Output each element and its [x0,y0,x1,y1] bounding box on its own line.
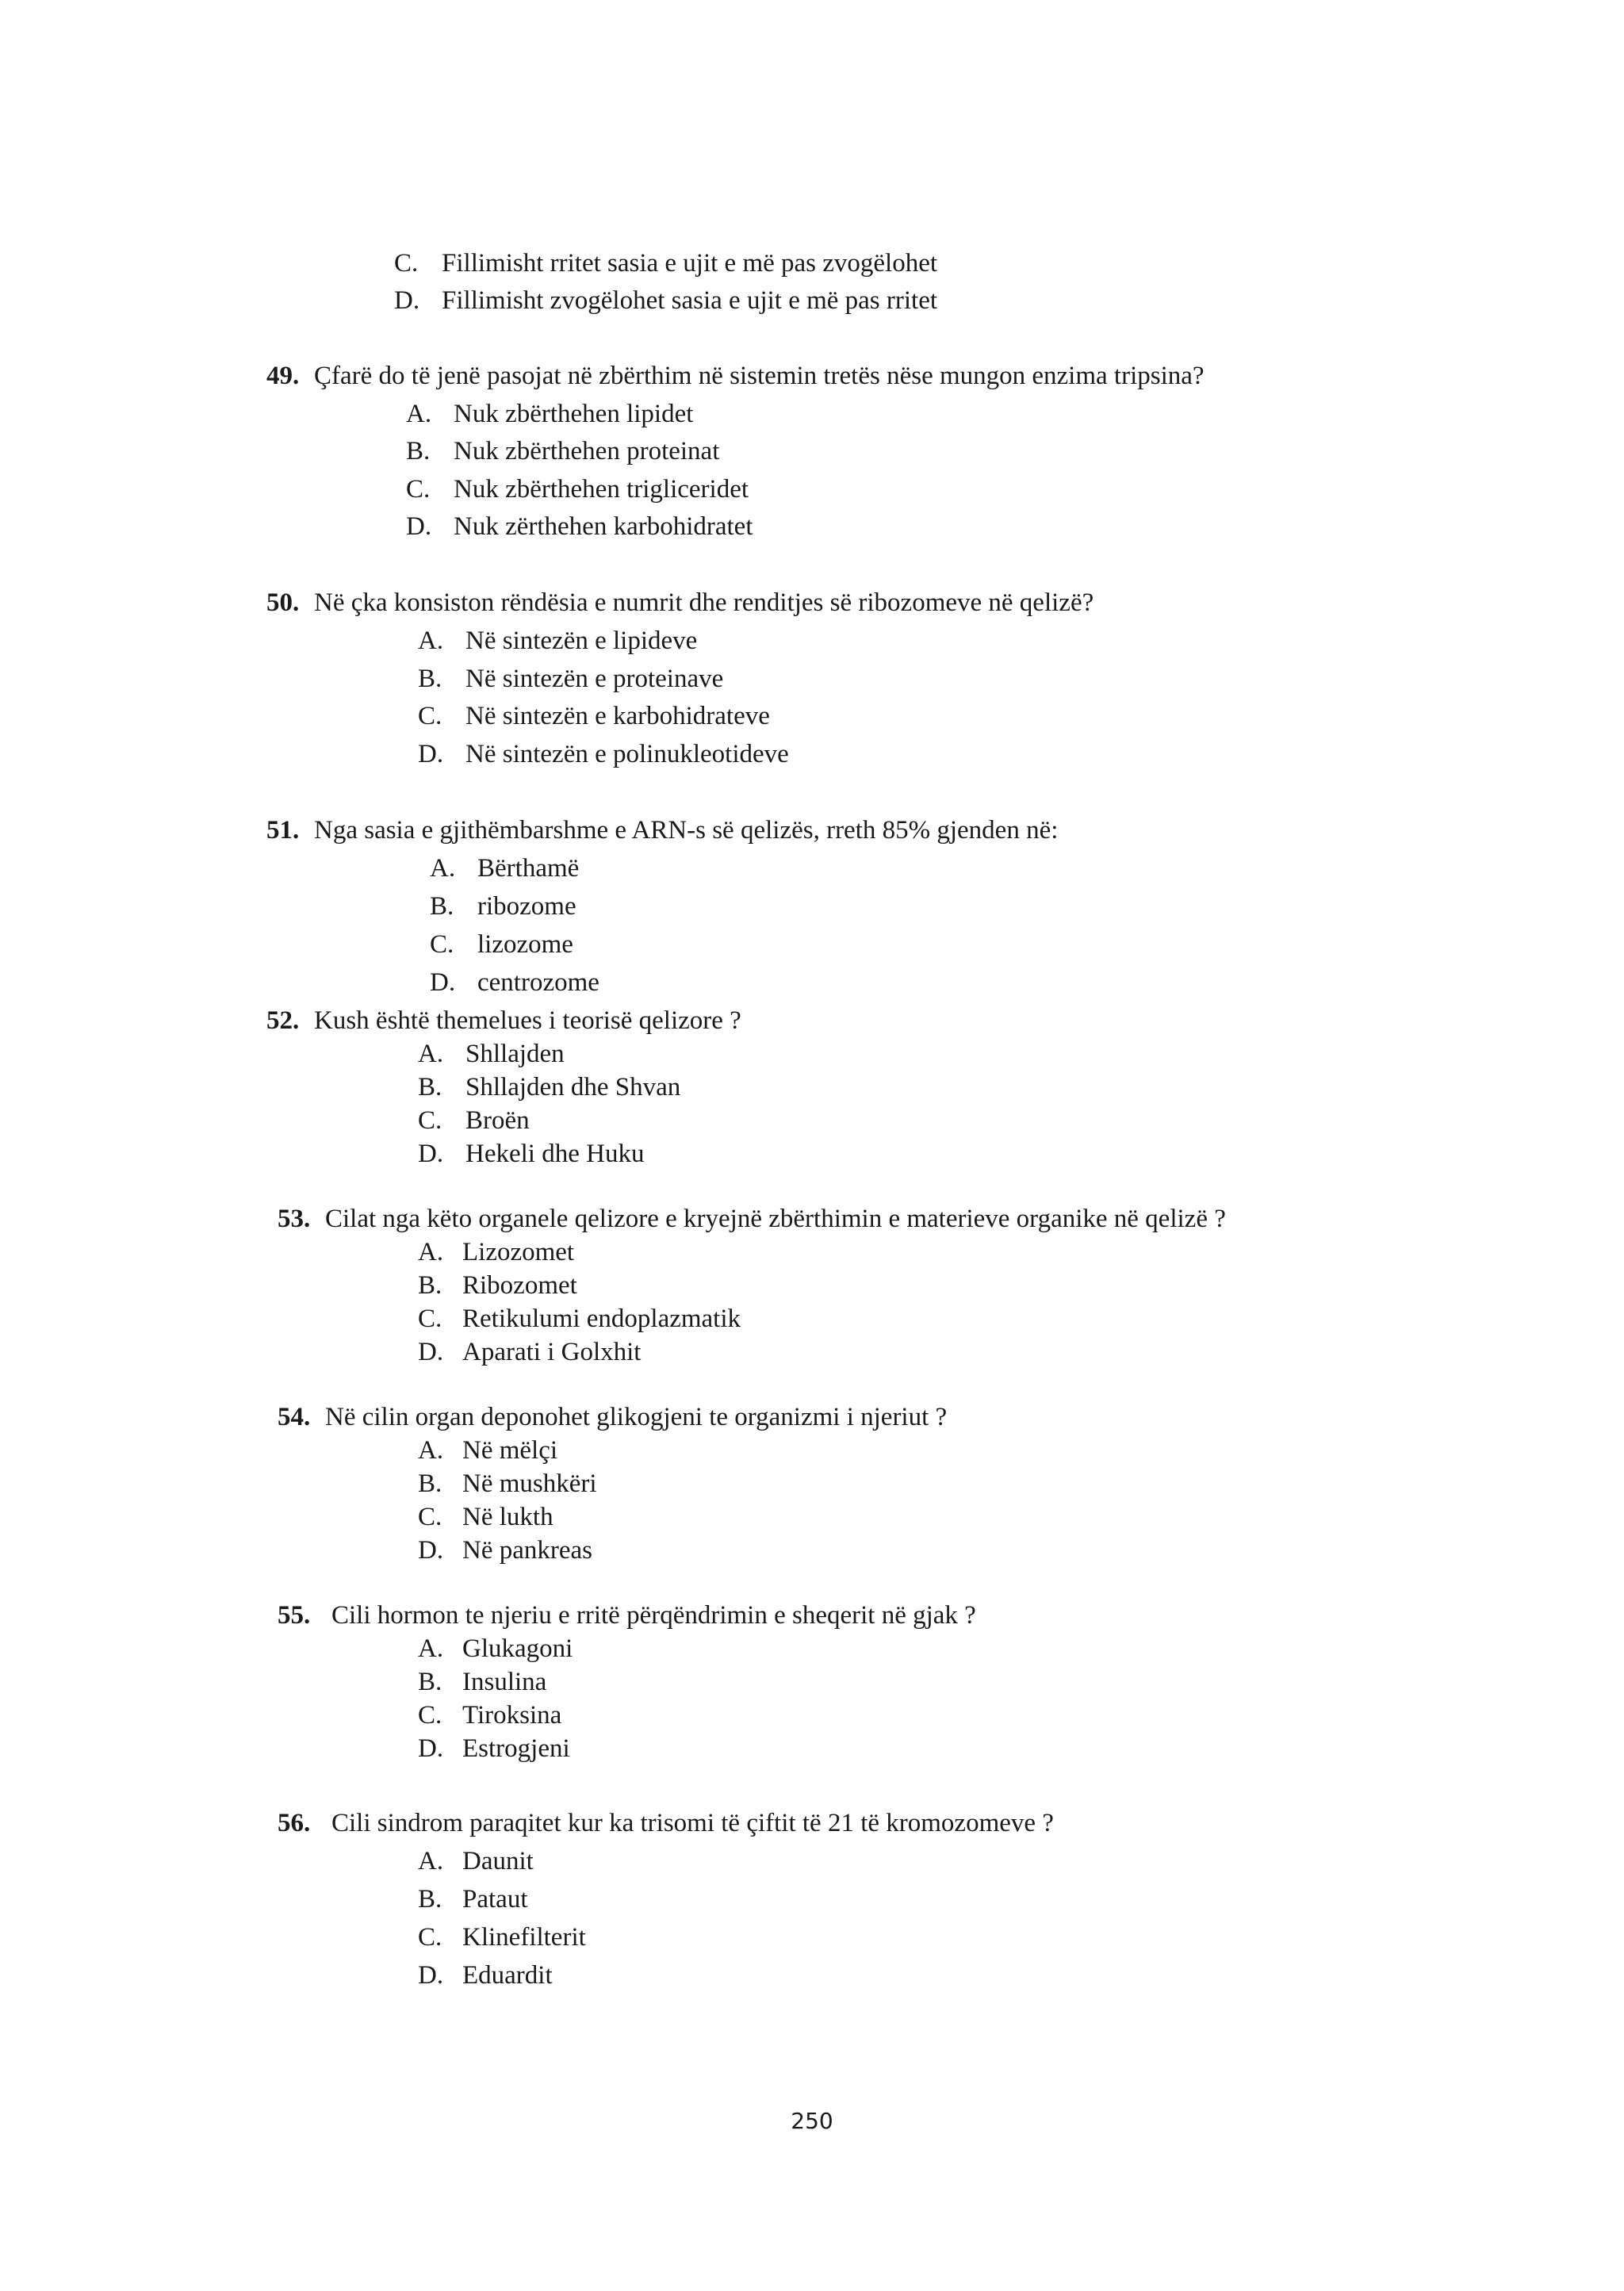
option-b [418,1883,528,1915]
option-letter: B. [418,1073,442,1101]
option-text: Broën [465,1106,530,1135]
option-d [418,1138,645,1170]
option-d [394,285,938,316]
option-c [418,700,770,732]
option-letter: D. [418,1338,444,1366]
option-text: Hekeli dhe Huku [465,1140,645,1168]
option-text: Fillimisht zvogëlohet sasia e ujit e më pas rritet [442,286,938,315]
option-a [418,1845,534,1877]
option-letter: A. [418,1634,444,1663]
option-c [418,1501,553,1533]
option-b [430,891,576,922]
question-number: 54. [278,1403,311,1431]
option-b [418,663,724,695]
question-text: Kush është themelues i teorisë qelizore ? [314,1006,741,1035]
option-letter: B. [406,437,431,465]
option-letter: B. [430,892,454,921]
option-text: centrozome [477,968,599,997]
option-text: Në sintezën e proteinave [465,665,724,693]
option-a [418,625,698,657]
option-d [418,738,789,770]
option-b [418,1270,577,1301]
option-letter: D. [418,740,444,768]
option-text: lizozome [477,930,573,959]
option-a [406,398,694,430]
option-text: Në sintezën e polinukleotideve [465,740,789,768]
option-c [418,1921,586,1953]
option-letter: D. [418,1961,444,1990]
page-number: 250 [791,2108,833,2134]
option-d [418,1733,570,1764]
option-letter: C. [418,1923,442,1952]
option-text: Nuk zërthehen karbohidratet [454,512,753,541]
option-letter: A. [406,400,432,428]
option-letter: D. [430,968,456,997]
option-c [418,1105,530,1136]
question-number: 49. [266,362,300,390]
question-text: Cili hormon te njeriu e rritë përqëndrimin e sheqerit në gjak ? [331,1601,976,1630]
option-letter: C. [418,1106,442,1135]
option-letter: A. [418,1040,444,1068]
option-c [394,247,938,279]
option-text: Në sintezën e lipideve [465,626,698,655]
option-text: Shllajden dhe Shvan [465,1073,681,1101]
option-b [418,1468,597,1500]
option-a [430,852,580,884]
option-letter: B. [418,1668,442,1696]
option-text: Glukagoni [462,1634,573,1663]
option-text: Fillimisht rritet sasia e ujit e më pas zvogëlohet [442,249,938,278]
option-d [406,511,753,542]
option-d [418,1960,553,1991]
option-letter: B. [418,1271,442,1300]
question-text: Cili sindrom paraqitet kur ka trisomi të çiftit të 21 të kromozomeve ? [331,1809,1054,1837]
option-a [418,1633,573,1665]
option-a [418,1038,565,1070]
option-letter: C. [406,475,431,504]
option-letter: B. [418,1885,442,1914]
option-text: Tiroksina [462,1701,562,1730]
option-letter: B. [418,665,442,693]
option-d [418,1534,593,1566]
option-letter: A. [418,626,444,655]
question-text: Në çka konsiston rëndësia e numrit dhe renditjes së ribozomeve në qelizë? [314,588,1094,617]
question-number: 52. [266,1006,300,1035]
option-letter: D. [418,1536,444,1565]
question-text: Cilat nga këto organele qelizore e kryejnë zbërthimin e materieve organike në qelizë ? [325,1205,1226,1233]
option-letter: A. [418,1847,444,1875]
option-text: Daunit [462,1847,534,1875]
option-c [418,1699,562,1731]
option-text: Insulina [462,1668,547,1696]
option-text: Aparati i Golxhit [462,1338,642,1366]
question-number: 56. [278,1809,311,1837]
option-letter: A. [430,854,456,883]
option-c [430,929,573,960]
option-text: Estrogjeni [462,1734,570,1763]
option-letter: D. [418,1140,444,1168]
option-letter: A. [418,1238,444,1266]
option-letter: D. [406,512,432,541]
question-number: 55. [278,1601,311,1630]
option-letter: C. [394,249,419,278]
question-text: Në cilin organ deponohet glikogjeni te organizmi i njeriut ? [325,1403,948,1431]
option-a [418,1435,558,1466]
option-text: Lizozomet [462,1238,575,1266]
option-letter: B. [418,1469,442,1498]
option-text: ribozome [477,892,576,921]
option-letter: A. [418,1436,444,1465]
option-d [418,1336,642,1368]
option-text: Nuk zbërthehen proteinat [454,437,720,465]
option-text: Në sintezën e karbohidrateve [465,702,770,730]
option-d [430,967,599,998]
option-c [406,473,749,505]
option-a [418,1236,575,1268]
question-text: Çfarë do të jenë pasojat në zbërthim në sistemin tretës nëse mungon enzima tripsina? [314,362,1205,390]
option-text: Nuk zbërthehen trigliceridet [454,475,749,504]
option-text: Pataut [462,1885,528,1914]
question-text: Nga sasia e gjithëmbarshme e ARN-s së qelizës, rreth 85% gjenden në: [314,816,1059,845]
option-b [418,1071,681,1103]
option-text: Klinefilterit [462,1923,586,1952]
option-text: Nuk zbërthehen lipidet [454,400,694,428]
option-letter: D. [394,286,420,315]
option-letter: C. [418,1701,442,1730]
option-text: Në lukth [462,1503,553,1531]
option-text: Bërthamë [477,854,580,883]
option-letter: C. [418,702,442,730]
option-text: Retikulumi endoplazmatik [462,1304,741,1333]
option-text: Në pankreas [462,1536,593,1565]
option-letter: D. [418,1734,444,1763]
option-c [418,1303,741,1335]
question-number: 53. [278,1205,311,1233]
option-text: Shllajden [465,1040,565,1068]
option-letter: C. [418,1503,442,1531]
option-b [406,435,720,467]
question-number: 50. [266,588,300,617]
option-letter: C. [418,1304,442,1333]
option-text: Në mëlçi [462,1436,558,1465]
option-b [418,1666,547,1698]
question-number: 51. [266,816,300,845]
option-letter: C. [430,930,454,959]
option-text: Në mushkëri [462,1469,597,1498]
option-text: Eduardit [462,1961,553,1990]
option-text: Ribozomet [462,1271,577,1300]
